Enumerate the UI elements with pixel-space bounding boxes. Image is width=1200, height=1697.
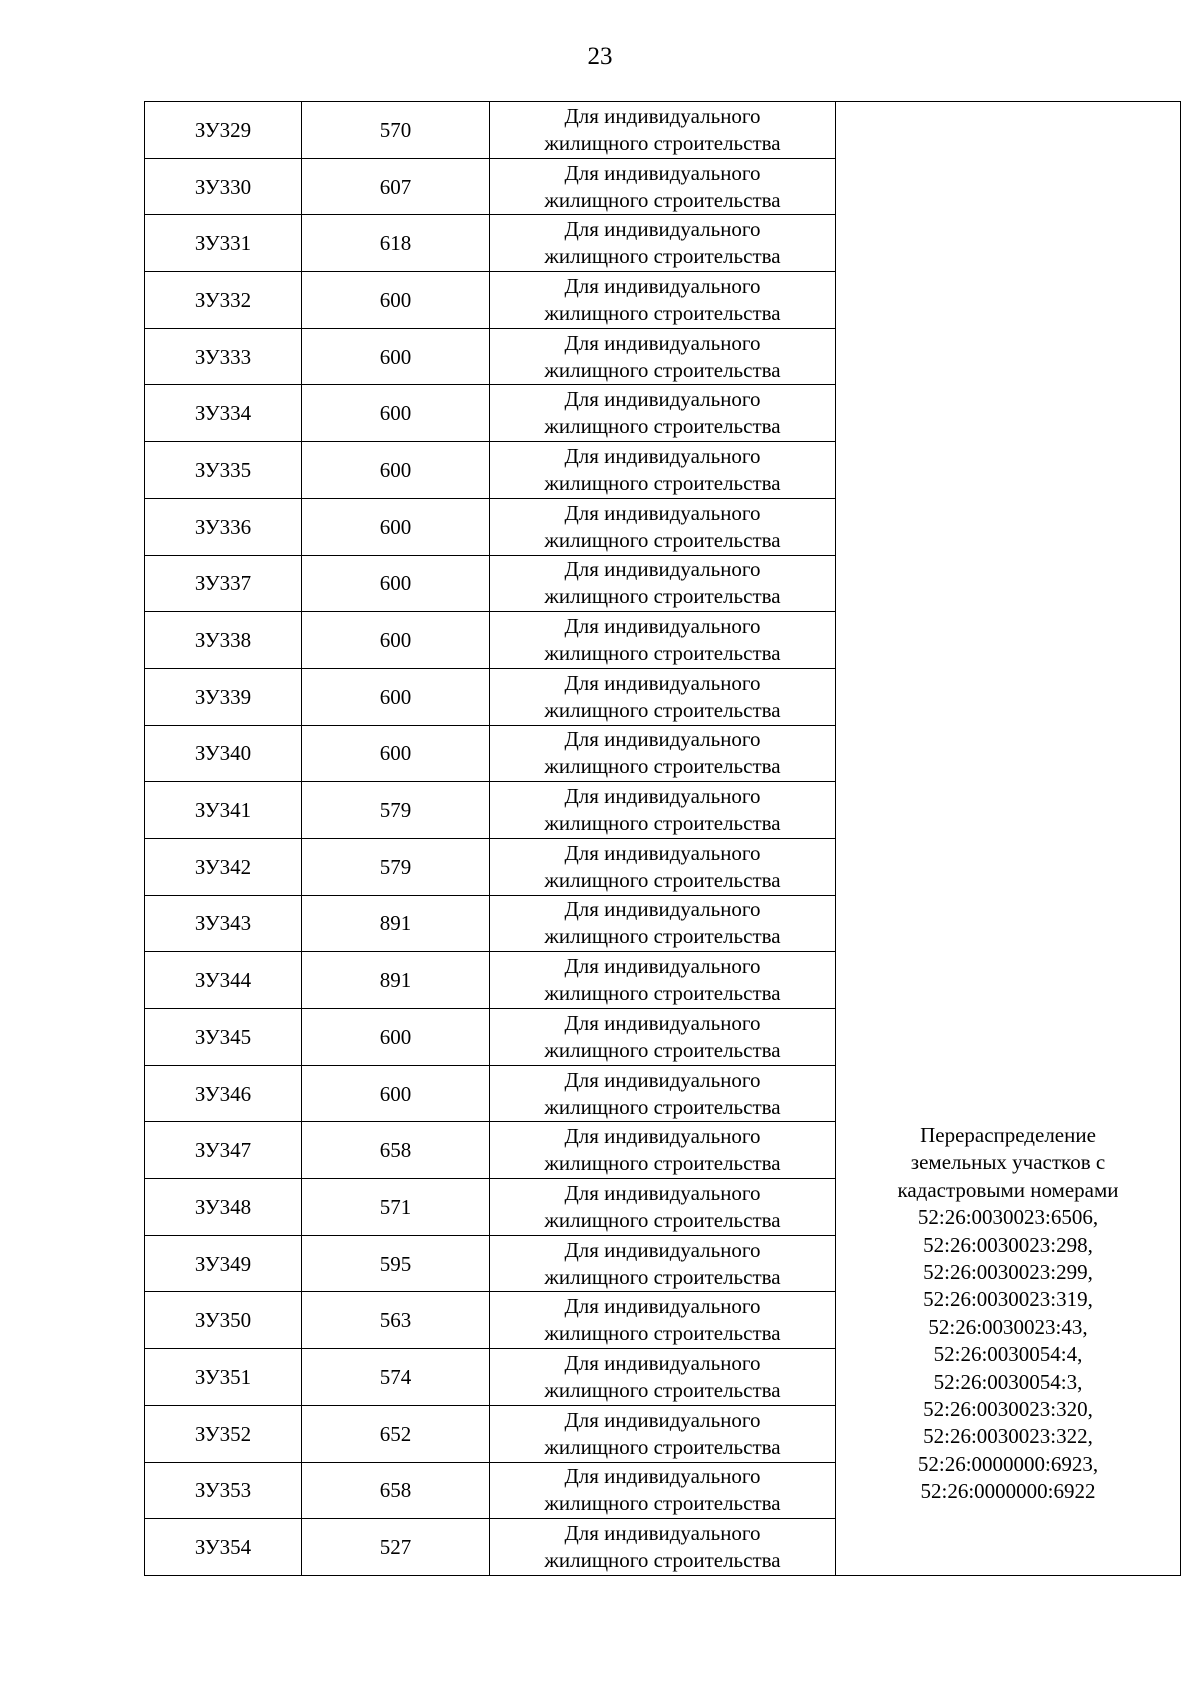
permitted-use-line: жилищного строительства xyxy=(544,811,781,836)
plot-id-cell: ЗУ339 xyxy=(145,668,302,725)
permitted-use-line: жилищного строительства xyxy=(544,867,781,892)
permitted-use-cell xyxy=(490,555,836,612)
permitted-use-line: жилищного строительства xyxy=(544,187,781,212)
plot-area-cell: 600 xyxy=(302,1009,490,1066)
note-line: Перераспределение xyxy=(920,1123,1096,1147)
permitted-use-line: Для индивидуального xyxy=(564,670,761,695)
plot-area-cell: 579 xyxy=(302,838,490,895)
permitted-use-cell xyxy=(490,1405,836,1462)
permitted-use-cell xyxy=(490,442,836,499)
permitted-use-line: жилищного строительства xyxy=(544,527,781,552)
note-line: 52:26:0000000:6922 xyxy=(920,1479,1096,1504)
permitted-use-line: жилищного строительства xyxy=(544,1264,781,1289)
plot-area-cell: 600 xyxy=(302,725,490,782)
permitted-use-line: жилищного строительства xyxy=(544,1377,781,1402)
plot-id-cell: ЗУ346 xyxy=(145,1065,302,1122)
permitted-use-line: жилищного строительства xyxy=(544,414,781,439)
permitted-use-line: Для индивидуального xyxy=(564,217,761,242)
permitted-use-line: Для индивидуального xyxy=(564,1010,761,1035)
permitted-use-line: Для индивидуального xyxy=(564,840,761,865)
plot-id-cell: ЗУ329 xyxy=(145,102,302,159)
permitted-use-line: Для индивидуального xyxy=(564,1521,761,1546)
plot-area-cell: 570 xyxy=(302,102,490,159)
permitted-use-line: Для индивидуального xyxy=(564,1350,761,1375)
permitted-use-line: Для индивидуального xyxy=(564,614,761,639)
permitted-use-line: жилищного строительства xyxy=(544,641,781,666)
plot-id-cell: ЗУ336 xyxy=(145,498,302,555)
plot-id-cell: ЗУ348 xyxy=(145,1179,302,1236)
plot-area-cell: 600 xyxy=(302,555,490,612)
note-line: 52:26:0030023:322, xyxy=(923,1424,1093,1449)
land-plots-table xyxy=(144,101,1181,1576)
permitted-use-cell xyxy=(490,102,836,159)
permitted-use-line: Для индивидуального xyxy=(564,954,761,979)
plot-id-cell: ЗУ351 xyxy=(145,1349,302,1406)
permitted-use-cell xyxy=(490,1292,836,1349)
permitted-use-line: жилищного строительства xyxy=(544,130,781,155)
plot-area-cell: 600 xyxy=(302,328,490,385)
permitted-use-cell xyxy=(490,952,836,1009)
permitted-use-line: жилищного строительства xyxy=(544,1491,781,1516)
permitted-use-line: жилищного строительства xyxy=(544,357,781,382)
permitted-use-line: Для индивидуального xyxy=(564,1294,761,1319)
permitted-use-line: Для индивидуального xyxy=(564,1464,761,1489)
permitted-use-line: жилищного строительства xyxy=(544,584,781,609)
permitted-use-line: жилищного строительства xyxy=(544,470,781,495)
plot-area-cell: 618 xyxy=(302,215,490,272)
plot-id-cell: ЗУ352 xyxy=(145,1405,302,1462)
plot-id-cell: ЗУ342 xyxy=(145,838,302,895)
permitted-use-line: жилищного строительства xyxy=(544,1321,781,1346)
plot-area-cell: 891 xyxy=(302,952,490,1009)
permitted-use-cell xyxy=(490,782,836,839)
plot-id-cell: ЗУ347 xyxy=(145,1122,302,1179)
permitted-use-cell xyxy=(490,1065,836,1122)
permitted-use-line: Для индивидуального xyxy=(564,557,761,582)
permitted-use-cell xyxy=(490,215,836,272)
permitted-use-cell xyxy=(490,1349,836,1406)
permitted-use-line: Для индивидуального xyxy=(564,273,761,298)
plot-area-cell: 607 xyxy=(302,158,490,215)
plot-area-cell: 600 xyxy=(302,385,490,442)
note-line: 52:26:0000000:6923, xyxy=(917,1451,1099,1476)
plot-area-cell: 600 xyxy=(302,612,490,669)
permitted-use-line: Для индивидуального xyxy=(564,160,761,185)
permitted-use-line: Для индивидуального xyxy=(564,1237,761,1262)
plot-area-cell: 571 xyxy=(302,1179,490,1236)
plot-area-cell: 574 xyxy=(302,1349,490,1406)
plot-area-cell: 600 xyxy=(302,442,490,499)
permitted-use-cell xyxy=(490,838,836,895)
plot-id-cell: ЗУ354 xyxy=(145,1519,302,1576)
permitted-use-cell xyxy=(490,612,836,669)
permitted-use-line: Для индивидуального xyxy=(564,1180,761,1205)
plot-id-cell: ЗУ343 xyxy=(145,895,302,952)
plot-id-cell: ЗУ350 xyxy=(145,1292,302,1349)
permitted-use-line: Для индивидуального xyxy=(564,897,761,922)
permitted-use-cell xyxy=(490,498,836,555)
permitted-use-line: жилищного строительства xyxy=(544,1151,781,1176)
plot-area-cell: 600 xyxy=(302,668,490,725)
permitted-use-line: Для индивидуального xyxy=(564,387,761,412)
plot-area-cell: 658 xyxy=(302,1122,490,1179)
plot-area-cell: 891 xyxy=(302,895,490,952)
permitted-use-line: жилищного строительства xyxy=(544,924,781,949)
permitted-use-cell xyxy=(490,895,836,952)
permitted-use-line: Для индивидуального xyxy=(564,1407,761,1432)
permitted-use-line: жилищного строительства xyxy=(544,1207,781,1232)
plot-id-cell: ЗУ349 xyxy=(145,1235,302,1292)
plot-area-cell: 658 xyxy=(302,1462,490,1519)
table-body xyxy=(145,102,1181,1576)
permitted-use-cell xyxy=(490,272,836,329)
plot-id-cell: ЗУ344 xyxy=(145,952,302,1009)
permitted-use-line: жилищного строительства xyxy=(544,981,781,1006)
permitted-use-cell xyxy=(490,158,836,215)
permitted-use-line: Для индивидуального xyxy=(564,330,761,355)
plot-area-cell: 579 xyxy=(302,782,490,839)
redistribution-note-cell xyxy=(836,102,1181,1576)
plot-id-cell: ЗУ334 xyxy=(145,385,302,442)
plot-id-cell: ЗУ338 xyxy=(145,612,302,669)
permitted-use-cell xyxy=(490,1122,836,1179)
plot-area-cell: 527 xyxy=(302,1519,490,1576)
plot-id-cell: ЗУ330 xyxy=(145,158,302,215)
permitted-use-cell xyxy=(490,1235,836,1292)
note-line: 52:26:0030023:6506, xyxy=(917,1205,1099,1230)
permitted-use-line: Для индивидуального xyxy=(564,784,761,809)
plot-area-cell: 595 xyxy=(302,1235,490,1292)
plot-id-cell: ЗУ335 xyxy=(145,442,302,499)
permitted-use-line: жилищного строительства xyxy=(544,754,781,779)
note-line: 52:26:0030023:298, xyxy=(923,1232,1093,1257)
plot-id-cell: ЗУ333 xyxy=(145,328,302,385)
plot-area-cell: 600 xyxy=(302,1065,490,1122)
plot-area-cell: 600 xyxy=(302,272,490,329)
note-line: 52:26:0030023:299, xyxy=(923,1260,1093,1285)
permitted-use-line: жилищного строительства xyxy=(544,1434,781,1459)
permitted-use-cell xyxy=(490,1009,836,1066)
plot-id-cell: ЗУ337 xyxy=(145,555,302,612)
permitted-use-line: Для индивидуального xyxy=(564,1124,761,1149)
plot-id-cell: ЗУ353 xyxy=(145,1462,302,1519)
note-line: кадастровыми номерами xyxy=(897,1177,1119,1202)
note-line: 52:26:0030023:43, xyxy=(928,1314,1088,1339)
note-line: 52:26:0030054:3, xyxy=(933,1369,1083,1394)
note-line: 52:26:0030023:320, xyxy=(923,1397,1093,1422)
permitted-use-cell xyxy=(490,1519,836,1576)
plot-id-cell: ЗУ340 xyxy=(145,725,302,782)
page-number: 23 xyxy=(587,43,613,70)
permitted-use-cell xyxy=(490,1179,836,1236)
permitted-use-line: жилищного строительства xyxy=(544,300,781,325)
note-line: 52:26:0030023:319, xyxy=(923,1287,1093,1312)
plot-id-cell: ЗУ345 xyxy=(145,1009,302,1066)
table-row xyxy=(145,102,1181,159)
redistribution-note xyxy=(836,102,1180,1506)
permitted-use-line: жилищного строительства xyxy=(544,1037,781,1062)
permitted-use-line: Для индивидуального xyxy=(564,103,761,128)
permitted-use-cell xyxy=(490,385,836,442)
permitted-use-line: Для индивидуального xyxy=(564,443,761,468)
permitted-use-line: жилищного строительства xyxy=(544,697,781,722)
permitted-use-cell xyxy=(490,668,836,725)
permitted-use-line: жилищного строительства xyxy=(544,244,781,269)
permitted-use-cell xyxy=(490,1462,836,1519)
permitted-use-cell xyxy=(490,725,836,782)
permitted-use-line: Для индивидуального xyxy=(564,1067,761,1092)
note-line: 52:26:0030054:4, xyxy=(933,1342,1083,1367)
plot-area-cell: 652 xyxy=(302,1405,490,1462)
permitted-use-line: Для индивидуального xyxy=(564,500,761,525)
permitted-use-cell xyxy=(490,328,836,385)
plot-area-cell: 563 xyxy=(302,1292,490,1349)
note-line: земельных участков с xyxy=(910,1150,1106,1175)
permitted-use-line: Для индивидуального xyxy=(564,727,761,752)
plot-area-cell: 600 xyxy=(302,498,490,555)
plot-id-cell: ЗУ332 xyxy=(145,272,302,329)
plot-id-cell: ЗУ341 xyxy=(145,782,302,839)
permitted-use-line: жилищного строительства xyxy=(544,1548,781,1573)
plot-id-cell: ЗУ331 xyxy=(145,215,302,272)
permitted-use-line: жилищного строительства xyxy=(544,1094,781,1119)
